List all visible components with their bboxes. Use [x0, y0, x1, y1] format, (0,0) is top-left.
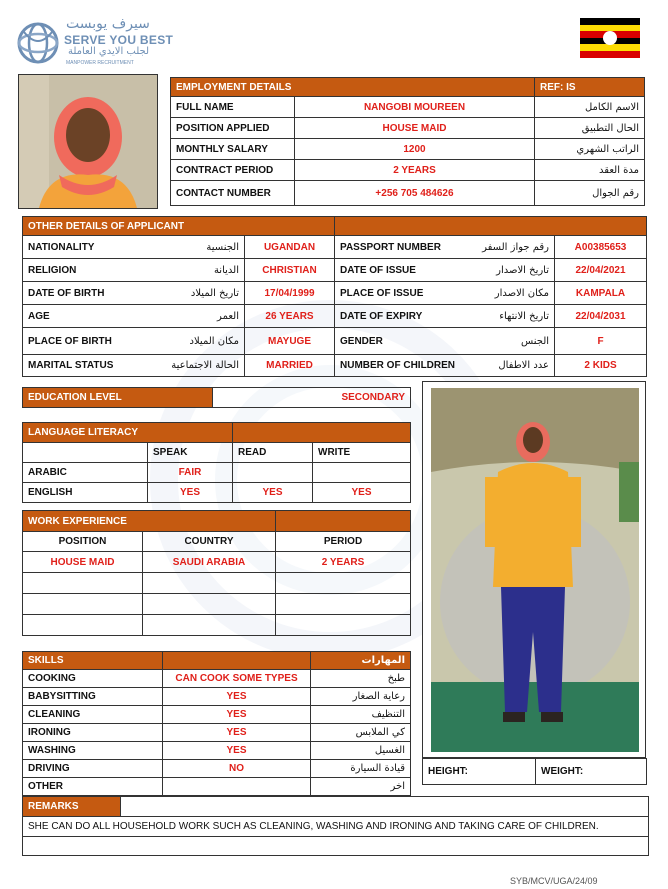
skill-value: YES [163, 724, 311, 742]
work-period: 2 YEARS [276, 552, 411, 573]
headshot-photo-icon [19, 75, 157, 208]
arabic-write [313, 463, 411, 483]
skill-label: BABYSITTING [23, 688, 163, 706]
detail-label: RELIGION الديانة [23, 259, 245, 282]
education-value: SECONDARY [213, 388, 411, 408]
skill-value: YES [163, 742, 311, 760]
table-cell [143, 594, 276, 615]
skill-label: IRONING [23, 724, 163, 742]
col-header: SPEAK [148, 443, 233, 463]
contract-period-value: 2 YEARS [295, 160, 535, 181]
col-header: READ [233, 443, 313, 463]
col-header: POSITION [23, 532, 143, 552]
marital-status-value: MARRIED [245, 355, 335, 377]
employment-header: EMPLOYMENT DETAILS [171, 78, 535, 97]
skill-arabic: كي الملابس [311, 724, 411, 742]
logo-arabic-text: سيرف يوبست [66, 16, 150, 32]
uganda-flag [580, 18, 640, 58]
detail-label: DATE OF BIRTH تاريخ الميلاد [23, 282, 245, 305]
skill-value: YES [163, 688, 311, 706]
skill-label: COOKING [23, 670, 163, 688]
detail-label: NATIONALITY الجنسية [23, 236, 245, 259]
age-value: 26 YEARS [245, 305, 335, 328]
table-cell [143, 573, 276, 594]
religion-value: CHRISTIAN [245, 259, 335, 282]
place-of-birth-value: MAYUGE [245, 328, 335, 355]
skills-table [22, 651, 411, 796]
document-reference-footer: SYB/MCV/UGA/24/09 [510, 876, 598, 886]
logo-subtitle: MANPOWER RECRUITMENT [66, 60, 134, 66]
work-header: WORK EXPERIENCE [23, 511, 276, 532]
other-details-header: OTHER DETAILS OF APPLICANT [23, 217, 335, 236]
english-speak: YES [148, 483, 233, 503]
detail-label: GENDER الجنس [335, 328, 555, 355]
work-country: SAUDI ARABIA [143, 552, 276, 573]
full-name-value: NANGOBI MOUREEN [295, 97, 535, 118]
weight-label: WEIGHT: [536, 759, 647, 785]
education-table [22, 387, 411, 408]
work-position: HOUSE MAID [23, 552, 143, 573]
remarks-header: REMARKS [23, 797, 121, 817]
salary-value: 1200 [295, 139, 535, 160]
position-value: HOUSE MAID [295, 118, 535, 139]
language-name: ENGLISH [23, 483, 148, 503]
skill-value: CAN COOK SOME TYPES [163, 670, 311, 688]
arabic-speak: FAIR [148, 463, 233, 483]
field-label-arabic: مدة العقد [535, 160, 645, 181]
work-header-blank [276, 511, 411, 532]
skill-arabic: رعاية الصغار [311, 688, 411, 706]
remarks-header-blank [121, 797, 649, 817]
detail-label: PLACE OF ISSUE مكان الاصدار [335, 282, 555, 305]
detail-label: DATE OF EXPIRY تاريخ الانتهاء [335, 305, 555, 328]
skills-header: SKILLS [23, 652, 163, 670]
logo-emblem-icon [16, 20, 60, 66]
work-experience-table [22, 510, 411, 636]
language-header: LANGUAGE LITERACY [23, 423, 233, 443]
employment-details-table [170, 77, 645, 206]
company-logo [16, 18, 216, 68]
skill-arabic: الغسيل [311, 742, 411, 760]
table-cell [143, 615, 276, 636]
detail-label: PLACE OF BIRTH مكان الميلاد [23, 328, 245, 355]
field-label: CONTRACT PERIOD [171, 160, 295, 181]
english-read: YES [233, 483, 313, 503]
col-header: COUNTRY [143, 532, 276, 552]
passport-number-value: A00385653 [555, 236, 647, 259]
table-cell [276, 615, 411, 636]
detail-label: NUMBER OF CHILDREN عدد الاطفال [335, 355, 555, 377]
ref-number: REF: IS [535, 78, 645, 97]
col-header: PERIOD [276, 532, 411, 552]
place-of-issue-value: KAMPALA [555, 282, 647, 305]
detail-label: AGE العمر [23, 305, 245, 328]
detail-label: MARITAL STATUS الحالة الاجتماعية [23, 355, 245, 377]
height-label: HEIGHT: [423, 759, 536, 785]
nationality-value: UGANDAN [245, 236, 335, 259]
skill-value [163, 778, 311, 796]
logo-arabic-subtitle: لجلب الايدي العاملة [68, 46, 150, 57]
field-label: POSITION APPLIED [171, 118, 295, 139]
table-cell [23, 615, 143, 636]
full-body-photo-icon [423, 382, 645, 757]
date-of-expiry-value: 22/04/2031 [555, 305, 647, 328]
height-weight-table [422, 758, 647, 785]
skill-label: DRIVING [23, 760, 163, 778]
skills-header-arabic: المهارات [311, 652, 411, 670]
field-label: FULL NAME [171, 97, 295, 118]
skill-arabic: اخر [311, 778, 411, 796]
gender-value: F [555, 328, 647, 355]
english-write: YES [313, 483, 411, 503]
table-cell [23, 594, 143, 615]
date-of-issue-value: 22/04/2021 [555, 259, 647, 282]
date-of-birth-value: 17/04/1999 [245, 282, 335, 305]
skill-value: NO [163, 760, 311, 778]
field-label-arabic: رقم الجوال [535, 181, 645, 206]
table-cell [23, 573, 143, 594]
contact-number-value: +256 705 484626 [295, 181, 535, 206]
remarks-table [22, 796, 649, 856]
other-details-table [22, 216, 647, 377]
field-label-arabic: الاسم الكامل [535, 97, 645, 118]
logo-english-text: SERVE YOU BEST [64, 33, 174, 47]
skill-arabic: طبخ [311, 670, 411, 688]
skill-arabic: قيادة السيارة [311, 760, 411, 778]
other-details-header-blank [335, 217, 647, 236]
applicant-headshot [18, 74, 158, 209]
skill-value: YES [163, 706, 311, 724]
field-label-arabic: الحال التطبيق [535, 118, 645, 139]
skill-label: OTHER [23, 778, 163, 796]
remarks-text: SHE CAN DO ALL HOUSEHOLD WORK SUCH AS CLEANING, WASHING AND IRONING AND TAKING CARE OF CHILDREN. [23, 817, 649, 837]
language-name: ARABIC [23, 463, 148, 483]
applicant-full-photo [422, 381, 646, 758]
table-cell [276, 594, 411, 615]
remarks-blank-row [23, 837, 649, 856]
children-value: 2 KIDS [555, 355, 647, 377]
skill-label: CLEANING [23, 706, 163, 724]
arabic-read [233, 463, 313, 483]
skill-label: WASHING [23, 742, 163, 760]
detail-label: PASSPORT NUMBER رقم جواز السفر [335, 236, 555, 259]
skills-header-blank [163, 652, 311, 670]
field-label-arabic: الراتب الشهري [535, 139, 645, 160]
skill-arabic: التنظيف [311, 706, 411, 724]
field-label: CONTACT NUMBER [171, 181, 295, 206]
education-label: EDUCATION LEVEL [23, 388, 213, 408]
detail-label: DATE OF ISSUE تاريخ الاصدار [335, 259, 555, 282]
language-header-blank [233, 423, 411, 443]
field-label: MONTHLY SALARY [171, 139, 295, 160]
language-table [22, 422, 411, 503]
language-col-blank [23, 443, 148, 463]
col-header: WRITE [313, 443, 411, 463]
table-cell [276, 573, 411, 594]
